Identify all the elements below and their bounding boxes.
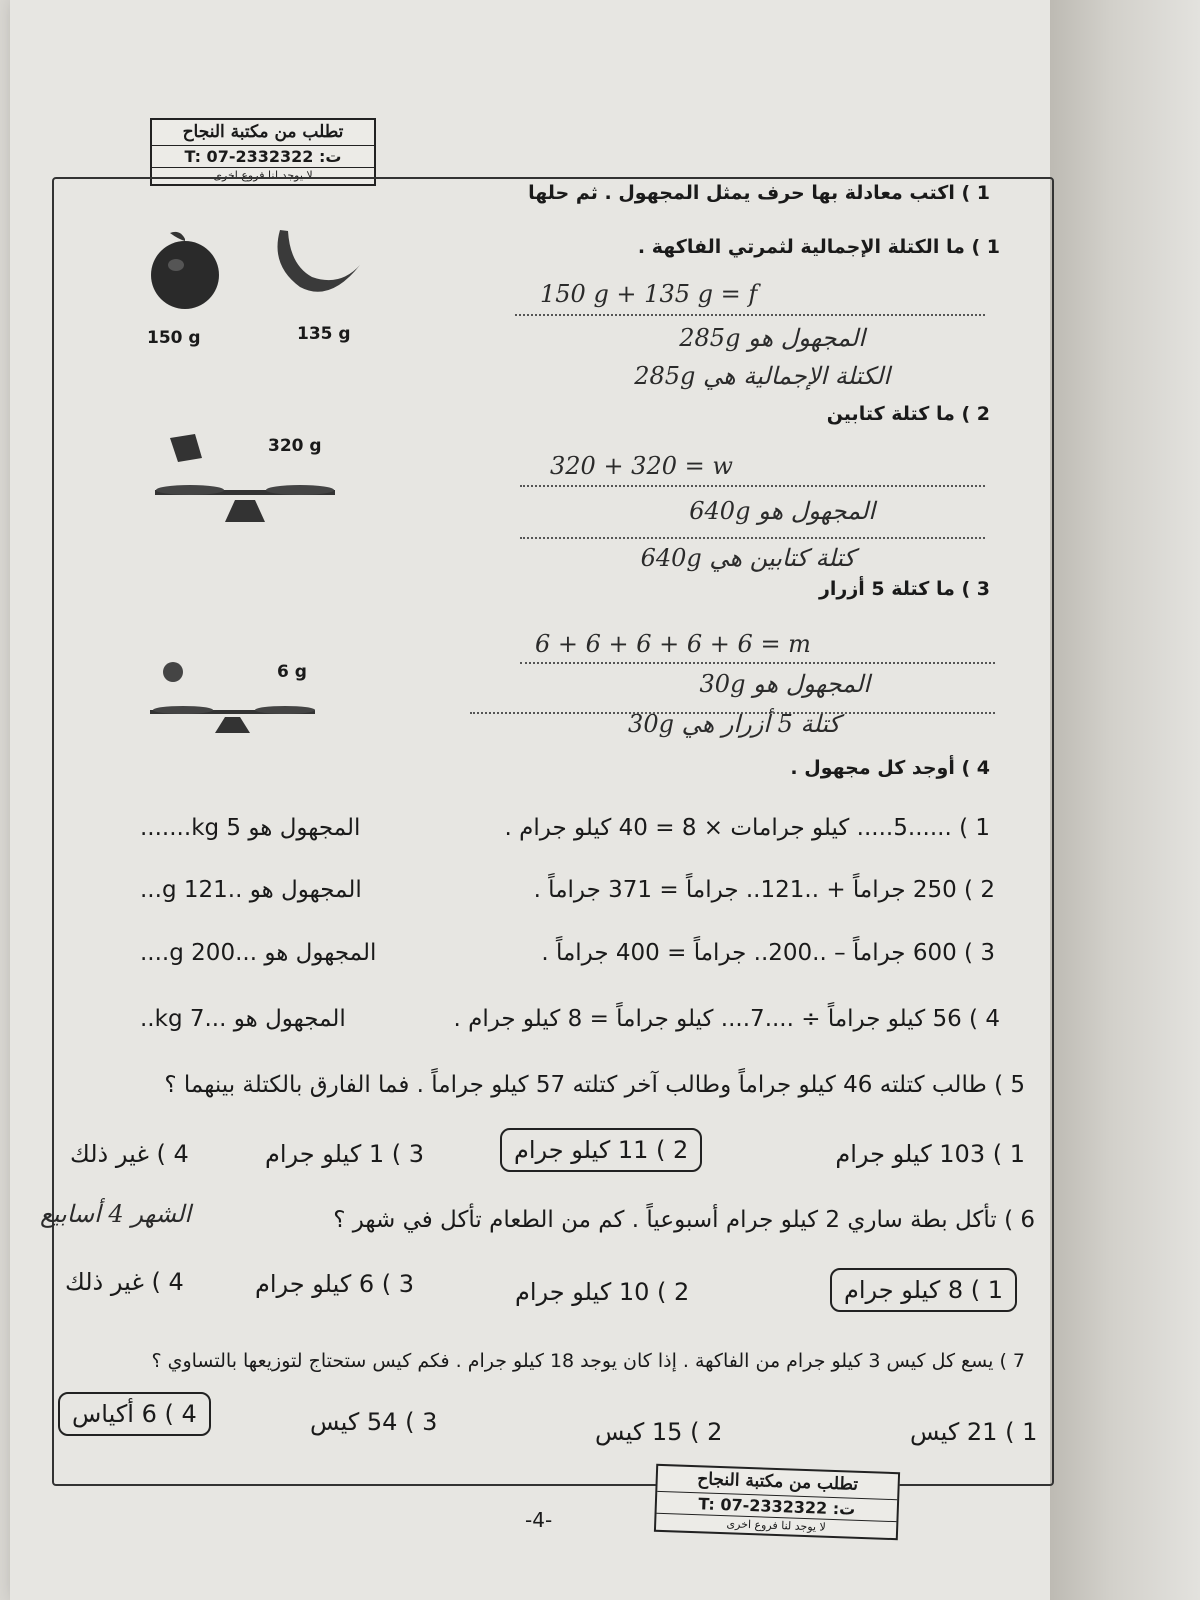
stamp-note: لا يوجد لنا فروع اخرى	[726, 1517, 827, 1534]
q2-answer-equation: 320 + 320 = w	[550, 452, 733, 480]
orange-weight: 150 g	[147, 328, 201, 348]
q6-option-2[interactable]: 2 ) 10 كيلو جرام	[515, 1278, 690, 1306]
stamp-title: تطلب من مكتبة النجاح	[152, 120, 374, 146]
orange-icon	[151, 232, 219, 309]
q3-answer-equation: 6 + 6 + 6 + 6 + 6 = m	[535, 630, 811, 658]
q6-text: 6 ) تأكل بطة ساري 2 كيلو جرام أسبوعياً . كم من الطعام تأكل في شهر ؟	[333, 1207, 1035, 1233]
banana-weight: 135 g	[297, 324, 351, 344]
q5-option-3[interactable]: 3 ) 1 كيلو جرام	[265, 1140, 425, 1168]
section1-heading: 1 ) اكتب معادلة بها حرف يمثل المجهول . ثم حلها	[528, 182, 990, 204]
book-icon	[170, 434, 202, 462]
q5-option-4[interactable]: 4 ) غير ذلك	[70, 1140, 189, 1168]
q4-item-1: 1 ) ......5..... كيلو جرامات × 8 = 40 كيلو جرام .	[504, 815, 990, 841]
q5-text: 5 ) طالب كتلته 46 كيلو جراماً وطالب آخر كتلته 57 كيلو جراماً . فما الفارق بالكتلة بينهما ؟	[164, 1072, 1025, 1098]
banana-icon	[278, 230, 361, 292]
q4-item-3-answer: المجهول هو ...200 g....	[140, 940, 377, 966]
q1-answer-unknown: المجهول هو 285g	[679, 324, 865, 352]
next-page-edge	[1050, 0, 1200, 1600]
q4-item-4-answer: المجهول هو ...7 kg..	[140, 1006, 346, 1032]
answer-line	[515, 314, 985, 316]
q2-answer-total: كتلة كتابين هي 640g	[640, 544, 855, 572]
answer-line	[520, 662, 995, 664]
q7-option-1[interactable]: 1 ) 21 كيس	[910, 1418, 1038, 1446]
stamp-phone: ت: T: 07-2332322	[152, 146, 374, 169]
q7-text: 7 ) يسع كل كيس 3 كيلو جرام من الفاكهة . إذا كان يوجد 18 كيلو جرام . فكم كيس ستحتاج لتوزيعها بالتساوي ؟	[151, 1350, 1025, 1372]
q5-option-2-selected[interactable]: 2 ) 11 كيلو جرام	[500, 1128, 702, 1172]
section4-heading: 4 ) أوجد كل مجهول .	[790, 757, 990, 779]
page-number: -4-	[525, 1508, 553, 1532]
q6-option-4[interactable]: 4 ) غير ذلك	[65, 1268, 184, 1296]
q1-text: 1 ) ما الكتلة الإجمالية لثمرتي الفاكهة .	[637, 236, 1000, 258]
q6-hand-note: الشهر 4 أسابيع	[40, 1200, 192, 1228]
q3-answer-unknown: المجهول هو 30g	[699, 670, 870, 698]
q4-item-3: 3 ) 600 جراماً – ..200.. جراماً = 400 جراماً .	[541, 940, 995, 966]
stamp-note: لا يوجد لنا فروع اخرى	[213, 169, 313, 183]
scale-icon	[150, 706, 315, 733]
q2-text: 2 ) ما كتلة كتابين	[826, 403, 990, 425]
stamp-phone: ت: T: 07-2332322	[657, 1492, 898, 1523]
q7-option-3[interactable]: 3 ) 54 كيس	[310, 1408, 438, 1436]
button-weight: 6 g	[277, 662, 307, 682]
q2-answer-unknown: المجهول هو 640g	[689, 497, 875, 525]
book-weight: 320 g	[268, 436, 322, 456]
q7-option-4-selected[interactable]: 4 ) 6 أكياس	[58, 1392, 211, 1436]
answer-line	[520, 485, 985, 487]
q4-item-2-answer: المجهول هو ..121 g...	[140, 877, 362, 903]
q1-answer-equation: 150 g + 135 g = f	[540, 280, 758, 308]
q3-answer-total: كتلة 5 أزرار هي 30g	[628, 710, 840, 738]
button-icon	[163, 662, 183, 682]
q4-item-2: 2 ) 250 جراماً + ..121.. جراماً = 371 جراماً .	[533, 877, 995, 903]
scale-icon	[155, 485, 335, 522]
q3-text: 3 ) ما كتلة 5 أزرار	[818, 578, 990, 600]
q5-option-1[interactable]: 1 ) 103 كيلو جرام	[835, 1140, 1025, 1168]
stamp-title: تطلب من مكتبة النجاح	[657, 1466, 898, 1500]
bookstore-stamp-bottom	[654, 1464, 900, 1541]
fruit-images	[140, 225, 380, 315]
q7-option-2[interactable]: 2 ) 15 كيس	[595, 1418, 723, 1446]
q6-option-3[interactable]: 3 ) 6 كيلو جرام	[255, 1270, 415, 1298]
q1-answer-total: الكتلة الإجمالية هي 285g	[634, 362, 890, 390]
q6-option-1-selected[interactable]: 1 ) 8 كيلو جرام	[830, 1268, 1017, 1312]
answer-line	[520, 537, 985, 539]
q4-item-1-answer: المجهول هو 5 kg.......	[140, 815, 361, 841]
q4-item-4: 4 ) 56 كيلو جراماً ÷ ....7.... كيلو جراماً = 8 كيلو جرام .	[453, 1006, 1000, 1032]
